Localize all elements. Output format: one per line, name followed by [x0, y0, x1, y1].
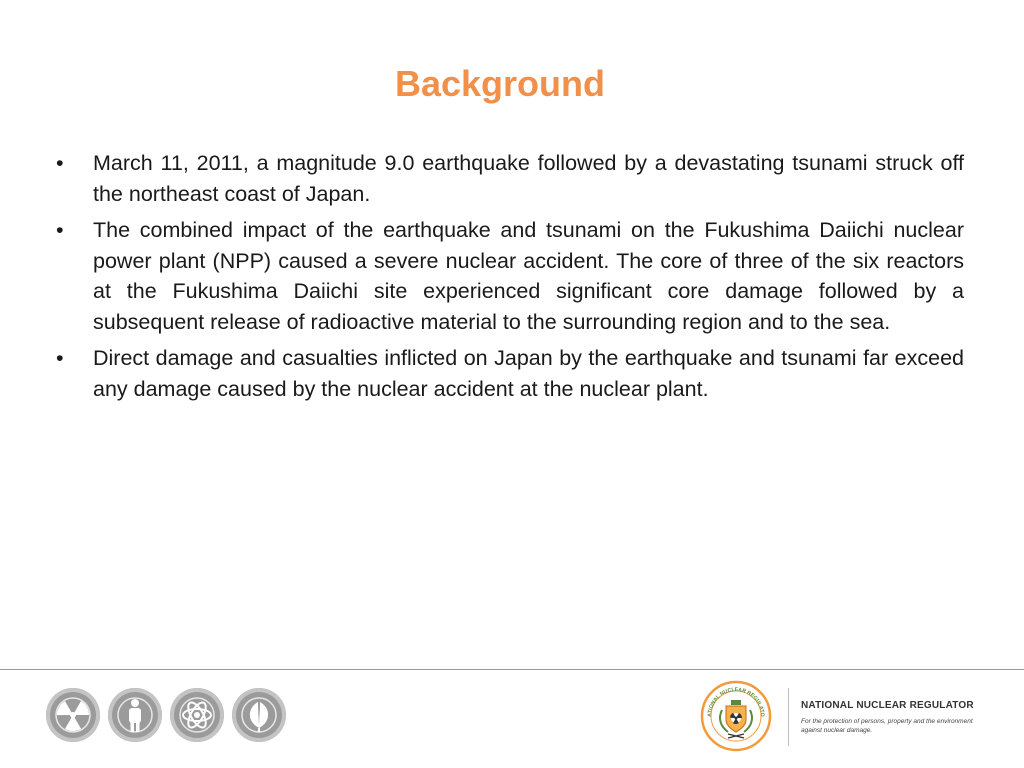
bullet-marker: •	[56, 346, 64, 370]
svg-text:NATIONAL NUCLEAR REGULATOR: ATIONAL NUCLEAR REGULATO	[706, 686, 766, 717]
radiation-icon	[46, 688, 100, 742]
organization-tagline: For the protection of persons, property and the environment against nuclear damage.	[801, 718, 973, 734]
footer-divider	[0, 669, 1024, 670]
bullet-item	[52, 148, 964, 209]
logo-divider	[788, 688, 789, 746]
bullet-marker: •	[56, 151, 64, 175]
atom-icon	[170, 688, 224, 742]
leaf-icon	[232, 688, 286, 742]
organization-name: NATIONAL NUCLEAR REGULATOR	[801, 700, 974, 711]
bullet-text: The combined impact of the earthquake and tsunami on the Fukushima Daiichi nuclear power plant (NPP) caused a severe nuclear accident. The core of three of the six reactors at the Fukushima Daiichi site experienced significant core damage followed by a subsequent release of radioactive material to the surrounding region and to the sea.	[93, 218, 964, 334]
person-icon	[108, 688, 162, 742]
slide-title: Background	[394, 63, 606, 104]
bullet-item	[52, 343, 964, 404]
bullet-list	[52, 148, 964, 410]
bullet-text: Direct damage and casualties inflicted on Japan by the earthquake and tsunami far exceed any damage caused by the nuclear accident at the nuclear plant.	[93, 346, 964, 401]
nnr-seal-logo	[700, 680, 772, 752]
bullet-marker: •	[56, 218, 64, 242]
bullet-item	[52, 215, 964, 337]
bullet-text: March 11, 2011, a magnitude 9.0 earthquake followed by a devastating tsunami struck off the northeast coast of Japan.	[93, 151, 964, 206]
